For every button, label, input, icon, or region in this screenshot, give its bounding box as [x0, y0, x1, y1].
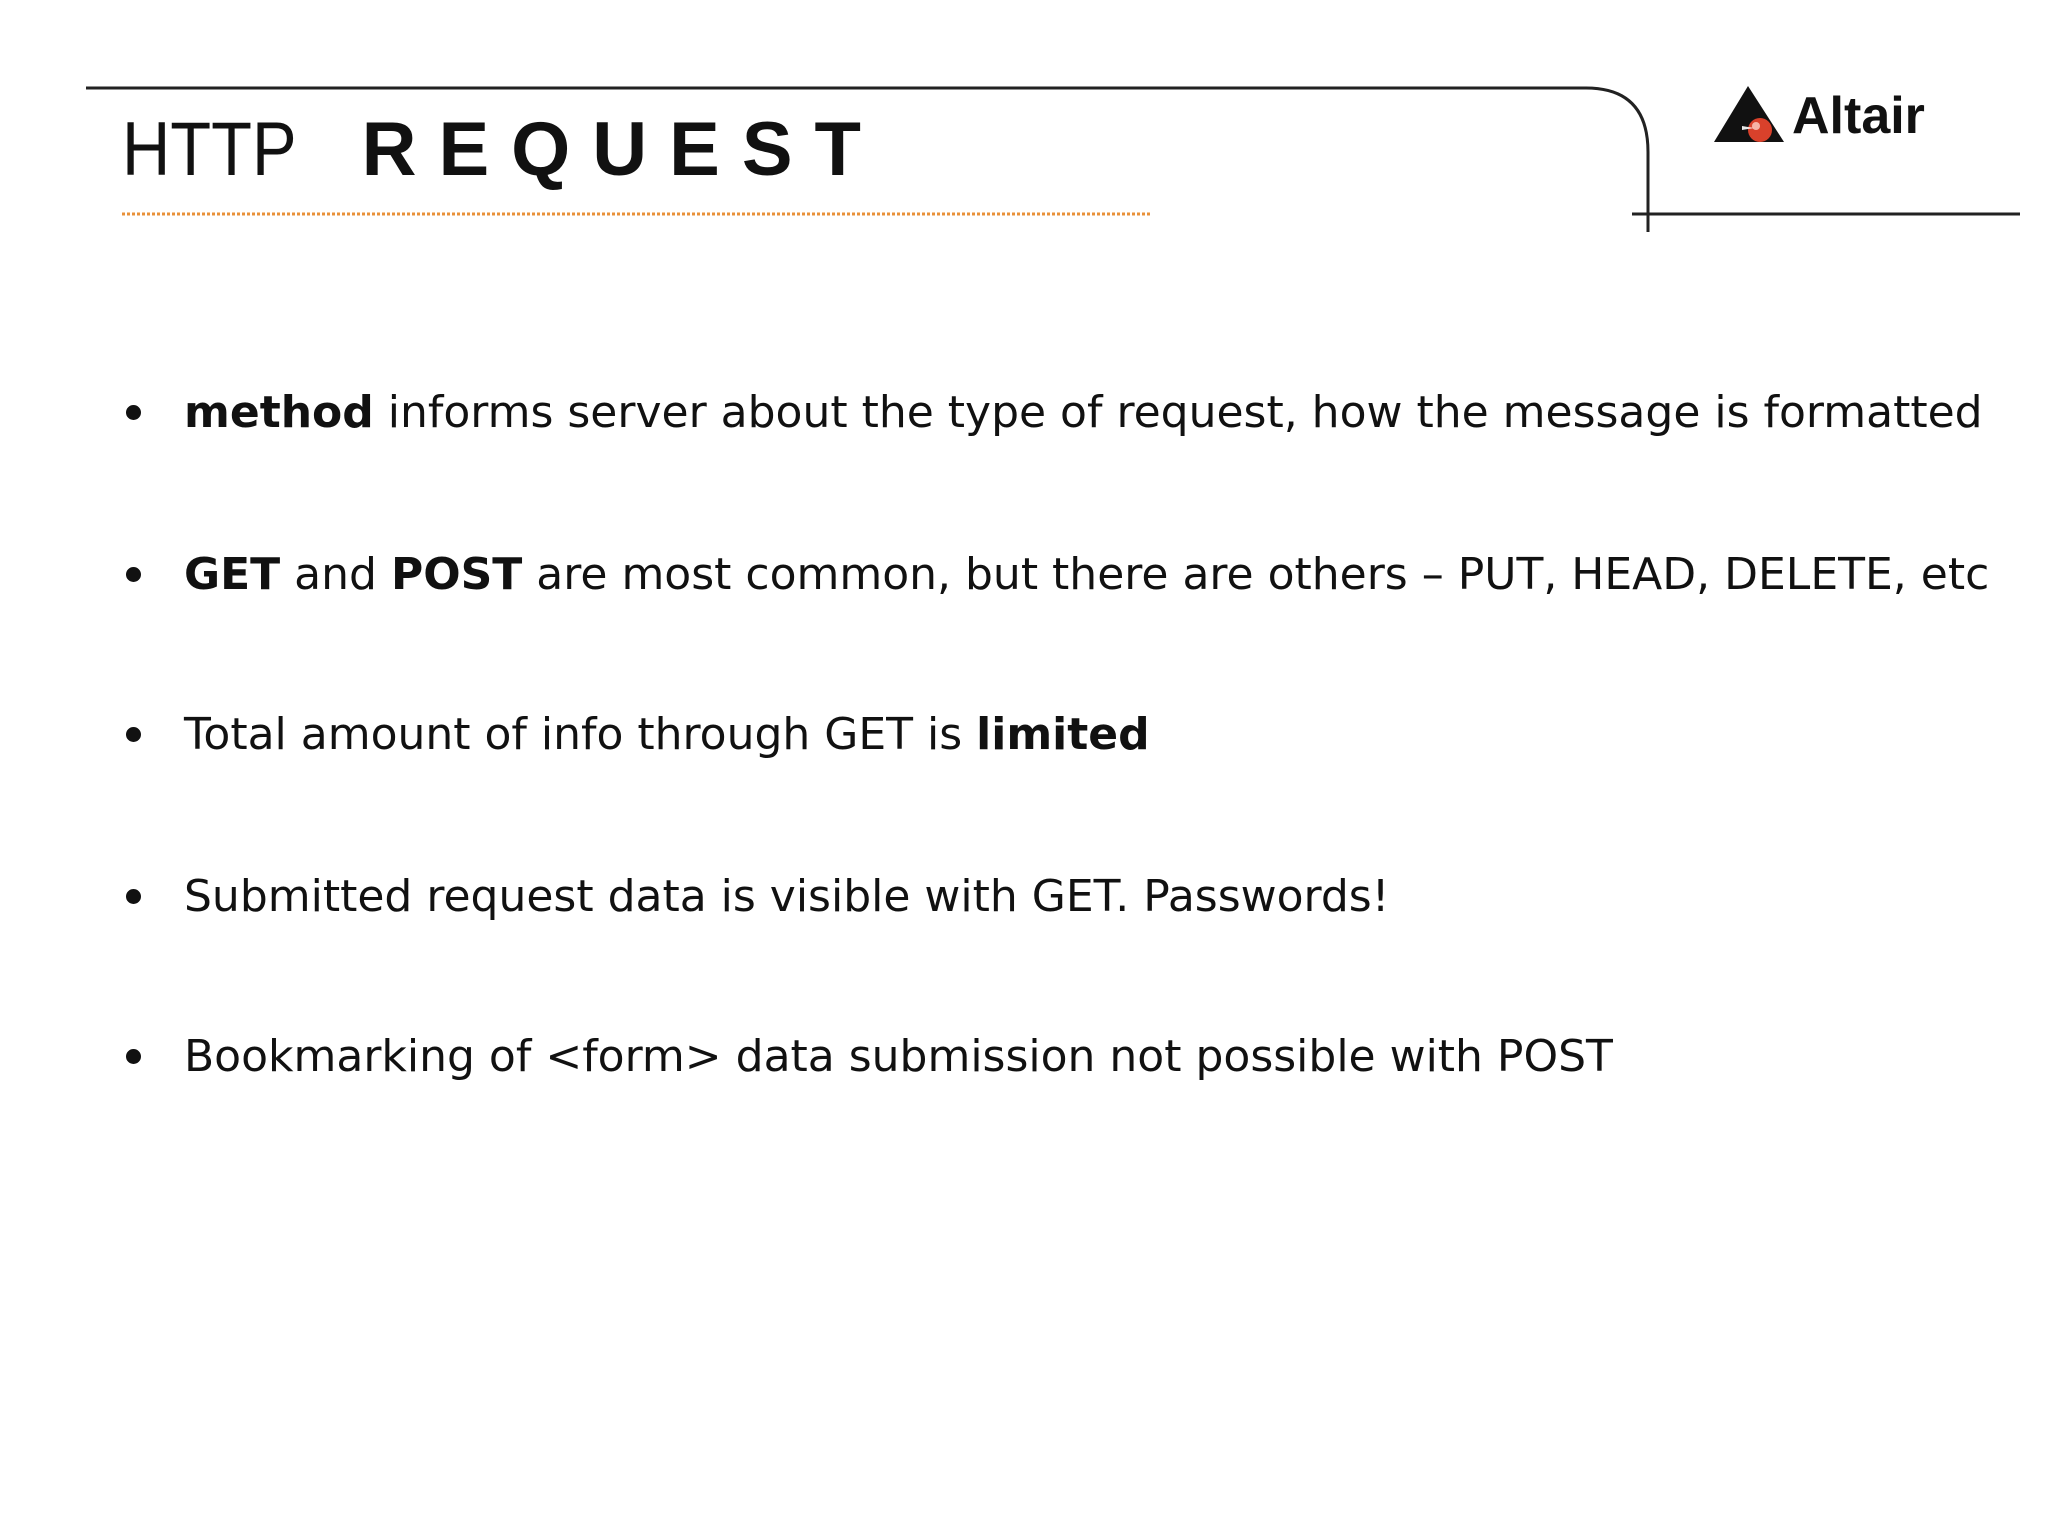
bullet-text-regular: are most common, but there are others – PUT, HEAD, DELETE, etc	[522, 549, 1990, 600]
altair-logo	[1712, 84, 1962, 148]
bullet-text-regular: and	[280, 549, 391, 600]
bullet-dot	[126, 1049, 141, 1064]
bullet-item	[126, 1022, 2006, 1092]
bullet-text	[184, 1022, 1613, 1092]
bullet-text-regular: informs server about the type of request, how the message is formatted	[373, 387, 1983, 438]
bullet-text	[184, 862, 1389, 932]
bullet-item	[126, 540, 2006, 610]
slide-title	[122, 107, 883, 192]
bullet-dot	[126, 727, 141, 742]
bullet-dot	[126, 889, 141, 904]
bullet-text-regular: Submitted request data is visible with GET. Passwords!	[184, 871, 1390, 922]
triangle-sphere-logo-icon	[1712, 84, 1790, 148]
bullet-text	[184, 700, 1150, 770]
bullet-dot	[126, 567, 141, 582]
bullet-text	[184, 540, 1989, 610]
bullet-text-regular: Bookmarking of <form> data submission not possible with POST	[184, 1031, 1613, 1082]
slide-title-regular: HTTP	[122, 107, 297, 192]
bullet-text-bold: POST	[390, 549, 523, 600]
bullet-text-bold: method	[184, 387, 374, 438]
bullet-item	[126, 700, 2006, 770]
bullet-item	[126, 378, 2006, 448]
logo-wordmark: Altair	[1792, 87, 1925, 145]
bullet-text-regular: Total amount of info through GET is	[184, 709, 977, 760]
bullet-text-bold: GET	[184, 549, 281, 600]
bullet-text	[184, 378, 1983, 448]
bullet-text-bold: limited	[976, 709, 1150, 760]
slide-title-emphasis: REQUEST	[361, 107, 883, 192]
bullet-dot	[126, 405, 141, 420]
bullet-item	[126, 862, 2006, 932]
